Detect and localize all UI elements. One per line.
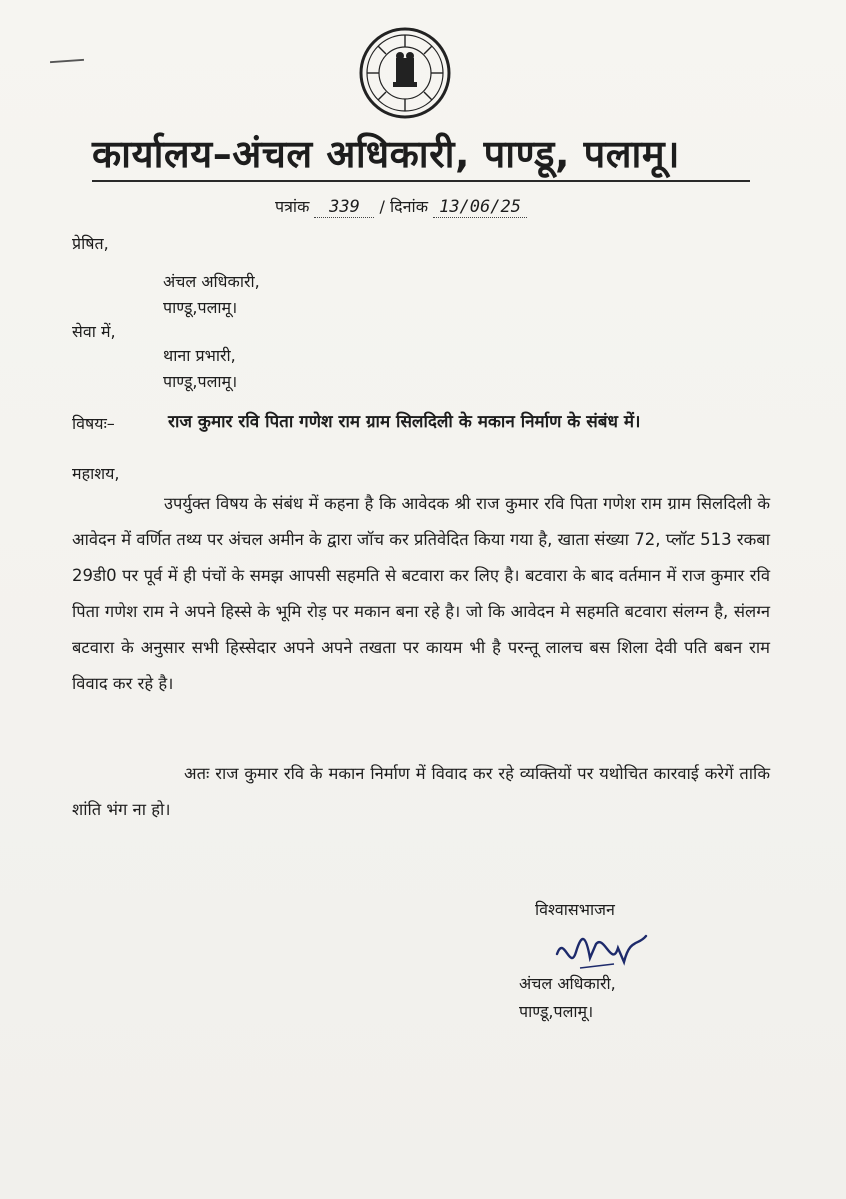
salutation: महाशय, [72,464,120,483]
state-emblem-seal-icon [358,26,452,120]
ref-separator: / [379,197,385,216]
office-title: कार्यालय–अंचल अधिकारी, पाण्डू, पलामू। [92,132,680,176]
subject-label: विषयः– [72,414,115,433]
date-label: दिनांक [390,197,428,216]
date-value: 13/06/25 [433,197,527,218]
sender-line2: पाण्डू,पलामू। [163,298,238,317]
sender-line1: अंचल अधिकारी, [163,272,260,291]
recipient-line2: पाण्डू,पलामू। [163,372,238,391]
signatory-place: पाण्डू,पलामू। [519,1002,594,1021]
ref-label: पत्रांक [275,197,310,216]
stray-pen-mark [50,59,84,63]
sender-label: प्रेषित, [72,234,109,253]
body-paragraph-2: अतः राज कुमार रवि के मकान निर्माण में विवाद कर रहे व्यक्तियों पर यथोचित कारवाई करेगें ताकि शांति भंग ना हो। [72,764,770,819]
body-paragraph-1: उपर्युक्त विषय के संबंध में कहना है कि आवेदक श्री राज कुमार रवि पिता गणेश राम ग्राम सिलदिली के आवेदन में वर्णित तथ्य पर अंचल अमीन के द्वारा जॉच कर प्रतिवेदित किया गया है, खाता संख्या 72, प्लॉट 513 रकबा 29डी0 पर पूर्व में ही पंचों के समझ आपसी सहमति से बटवारा कर लिए है। बटवारा के बाद वर्तमान में राज कुमार रवि पिता गणेश राम ने अपने हिस्से के भूमि रोड़ पर मकान बना रहे है। जो कि आवेदन मे सहमति बटवारा संलग्न है, संलग्न बटवारा के अनुसार सभी हिस्सेदार अपने अपने तखता पर कायम भी है परन्तू लालच बस शिला देवी पति बबन राम विवाद कर रहे है। [72,494,770,693]
signatory-designation: अंचल अधिकारी, [519,974,616,993]
reference-line [275,195,527,218]
ref-number: 339 [314,197,374,218]
closing-text: विश्वासभाजन [535,900,615,919]
recipient-label: सेवा में, [72,322,116,341]
title-underline [92,180,750,182]
subject-text: राज कुमार रवि पिता गणेश राम ग्राम सिलदिली के मकान निर्माण के संबंध में। [168,412,641,432]
recipient-line1: थाना प्रभारी, [163,346,236,365]
